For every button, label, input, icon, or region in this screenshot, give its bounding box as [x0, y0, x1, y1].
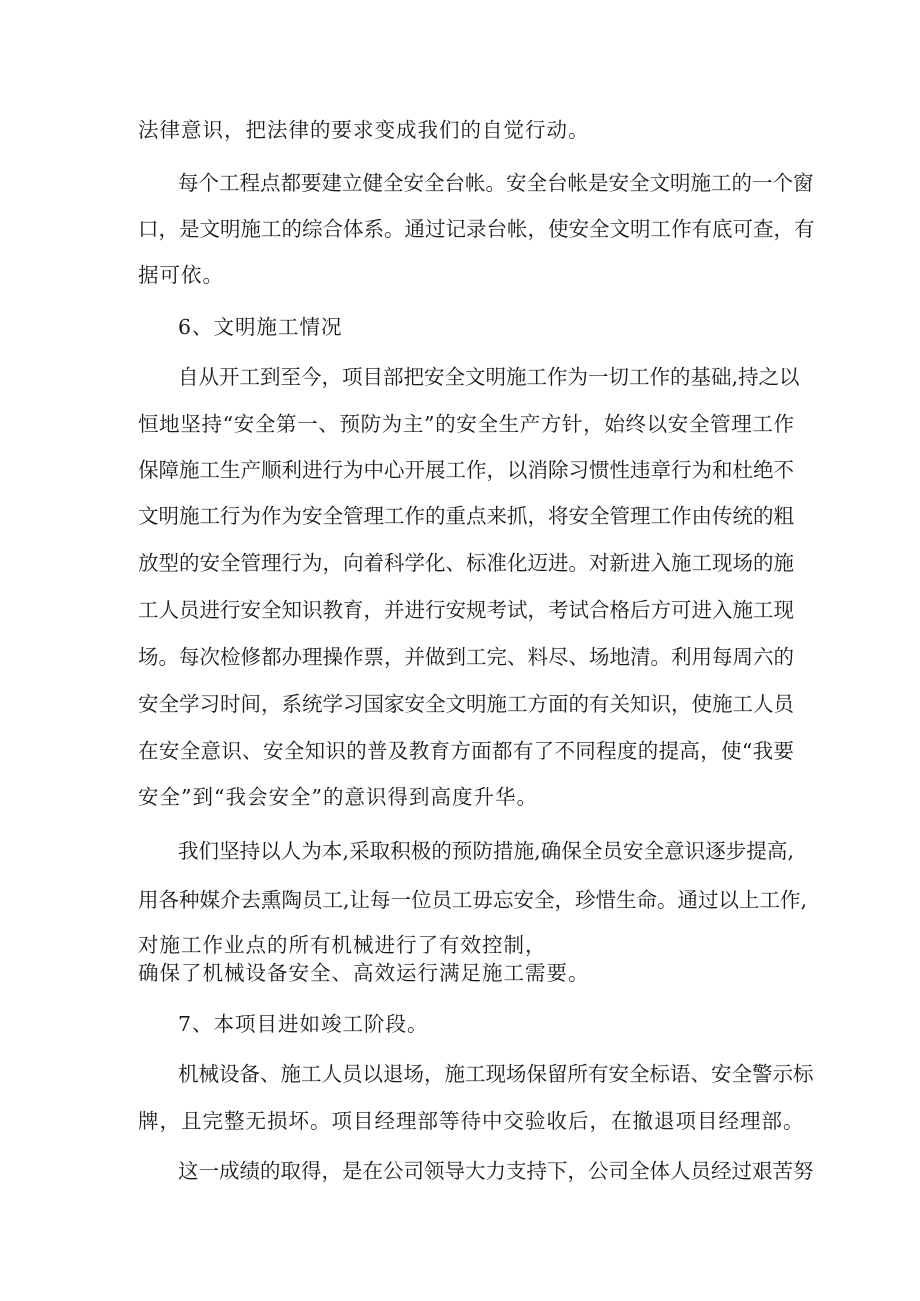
- paragraph-line: 法律意识，把法律的要求变成我们的自觉行动。: [138, 118, 590, 142]
- paragraph-line: 自从开工到至今，项目部把安全文明施工作为一切工作的基础,持之以: [178, 365, 800, 389]
- paragraph-line: 恒地坚持“安全第一、预防为主”的安全生产方针，始终以安全管理工作: [138, 412, 794, 436]
- paragraph-line: 牌，且完整无损坏。项目经理部等待中交验收后，在撤退项目经理部。: [138, 1109, 805, 1133]
- paragraph-line: 放型的安全管理行为，向着科学化、标准化迈进。对新进入施工现场的施: [138, 551, 794, 575]
- paragraph-line: 机械设备、施工人员以退场，施工现场保留所有安全标语、安全警示标: [178, 1062, 814, 1086]
- section-heading-6: 6、文明施工情况: [178, 315, 343, 339]
- paragraph-line: 场。每次检修都办理操作票，并做到工完、料尽、场地清。利用每周六的: [138, 645, 794, 669]
- paragraph-line: 这一成绩的取得，是在公司领导大力支持下，公司全体人员经过艰苦努: [178, 1159, 814, 1183]
- paragraph-line: 用各种媒介去熏陶员工,让每一位员工毋忘安全，珍惜生命。通过以上工作,: [138, 888, 808, 912]
- paragraph-line: 每个工程点都要建立健全安全台帐。安全台帐是安全文明施工的一个窗: [178, 171, 814, 195]
- paragraph-line: 对施工作业点的所有机械进行了有效控制，: [138, 933, 547, 957]
- paragraph-line: 在安全意识、安全知识的普及教育方面都有了不同程度的提高，使“我要: [138, 739, 794, 763]
- paragraph-line: 确保了机械设备安全、高效运行满足施工需要。: [138, 961, 590, 985]
- paragraph-line: 据可依。: [138, 263, 224, 287]
- paragraph-line: 安全学习时间，系统学习国家安全文明施工方面的有关知识，使施工人员: [138, 692, 794, 716]
- paragraph-line: 工人员进行安全知识教育，并进行安规考试，考试合格后方可进入施工现: [138, 598, 794, 622]
- section-heading-7: 7、本项目进如竣工阶段。: [178, 1012, 429, 1036]
- paragraph-line: 安全”到“我会安全”的意识得到高度升华。: [138, 785, 538, 809]
- paragraph-line: 保障施工生产顺利进行为中心开展工作，以消除习惯性违章行为和杜绝不: [138, 458, 794, 482]
- paragraph-line: 口，是文明施工的综合体系。通过记录台帐，使安全文明工作有底可查，有: [138, 217, 815, 241]
- paragraph-line: 文明施工行为作为安全管理工作的重点来抓，将安全管理工作由传统的粗: [138, 504, 794, 528]
- paragraph-line: 我们坚持以人为本,采取积极的预防措施,确保全员安全意识逐步提高,: [178, 839, 794, 863]
